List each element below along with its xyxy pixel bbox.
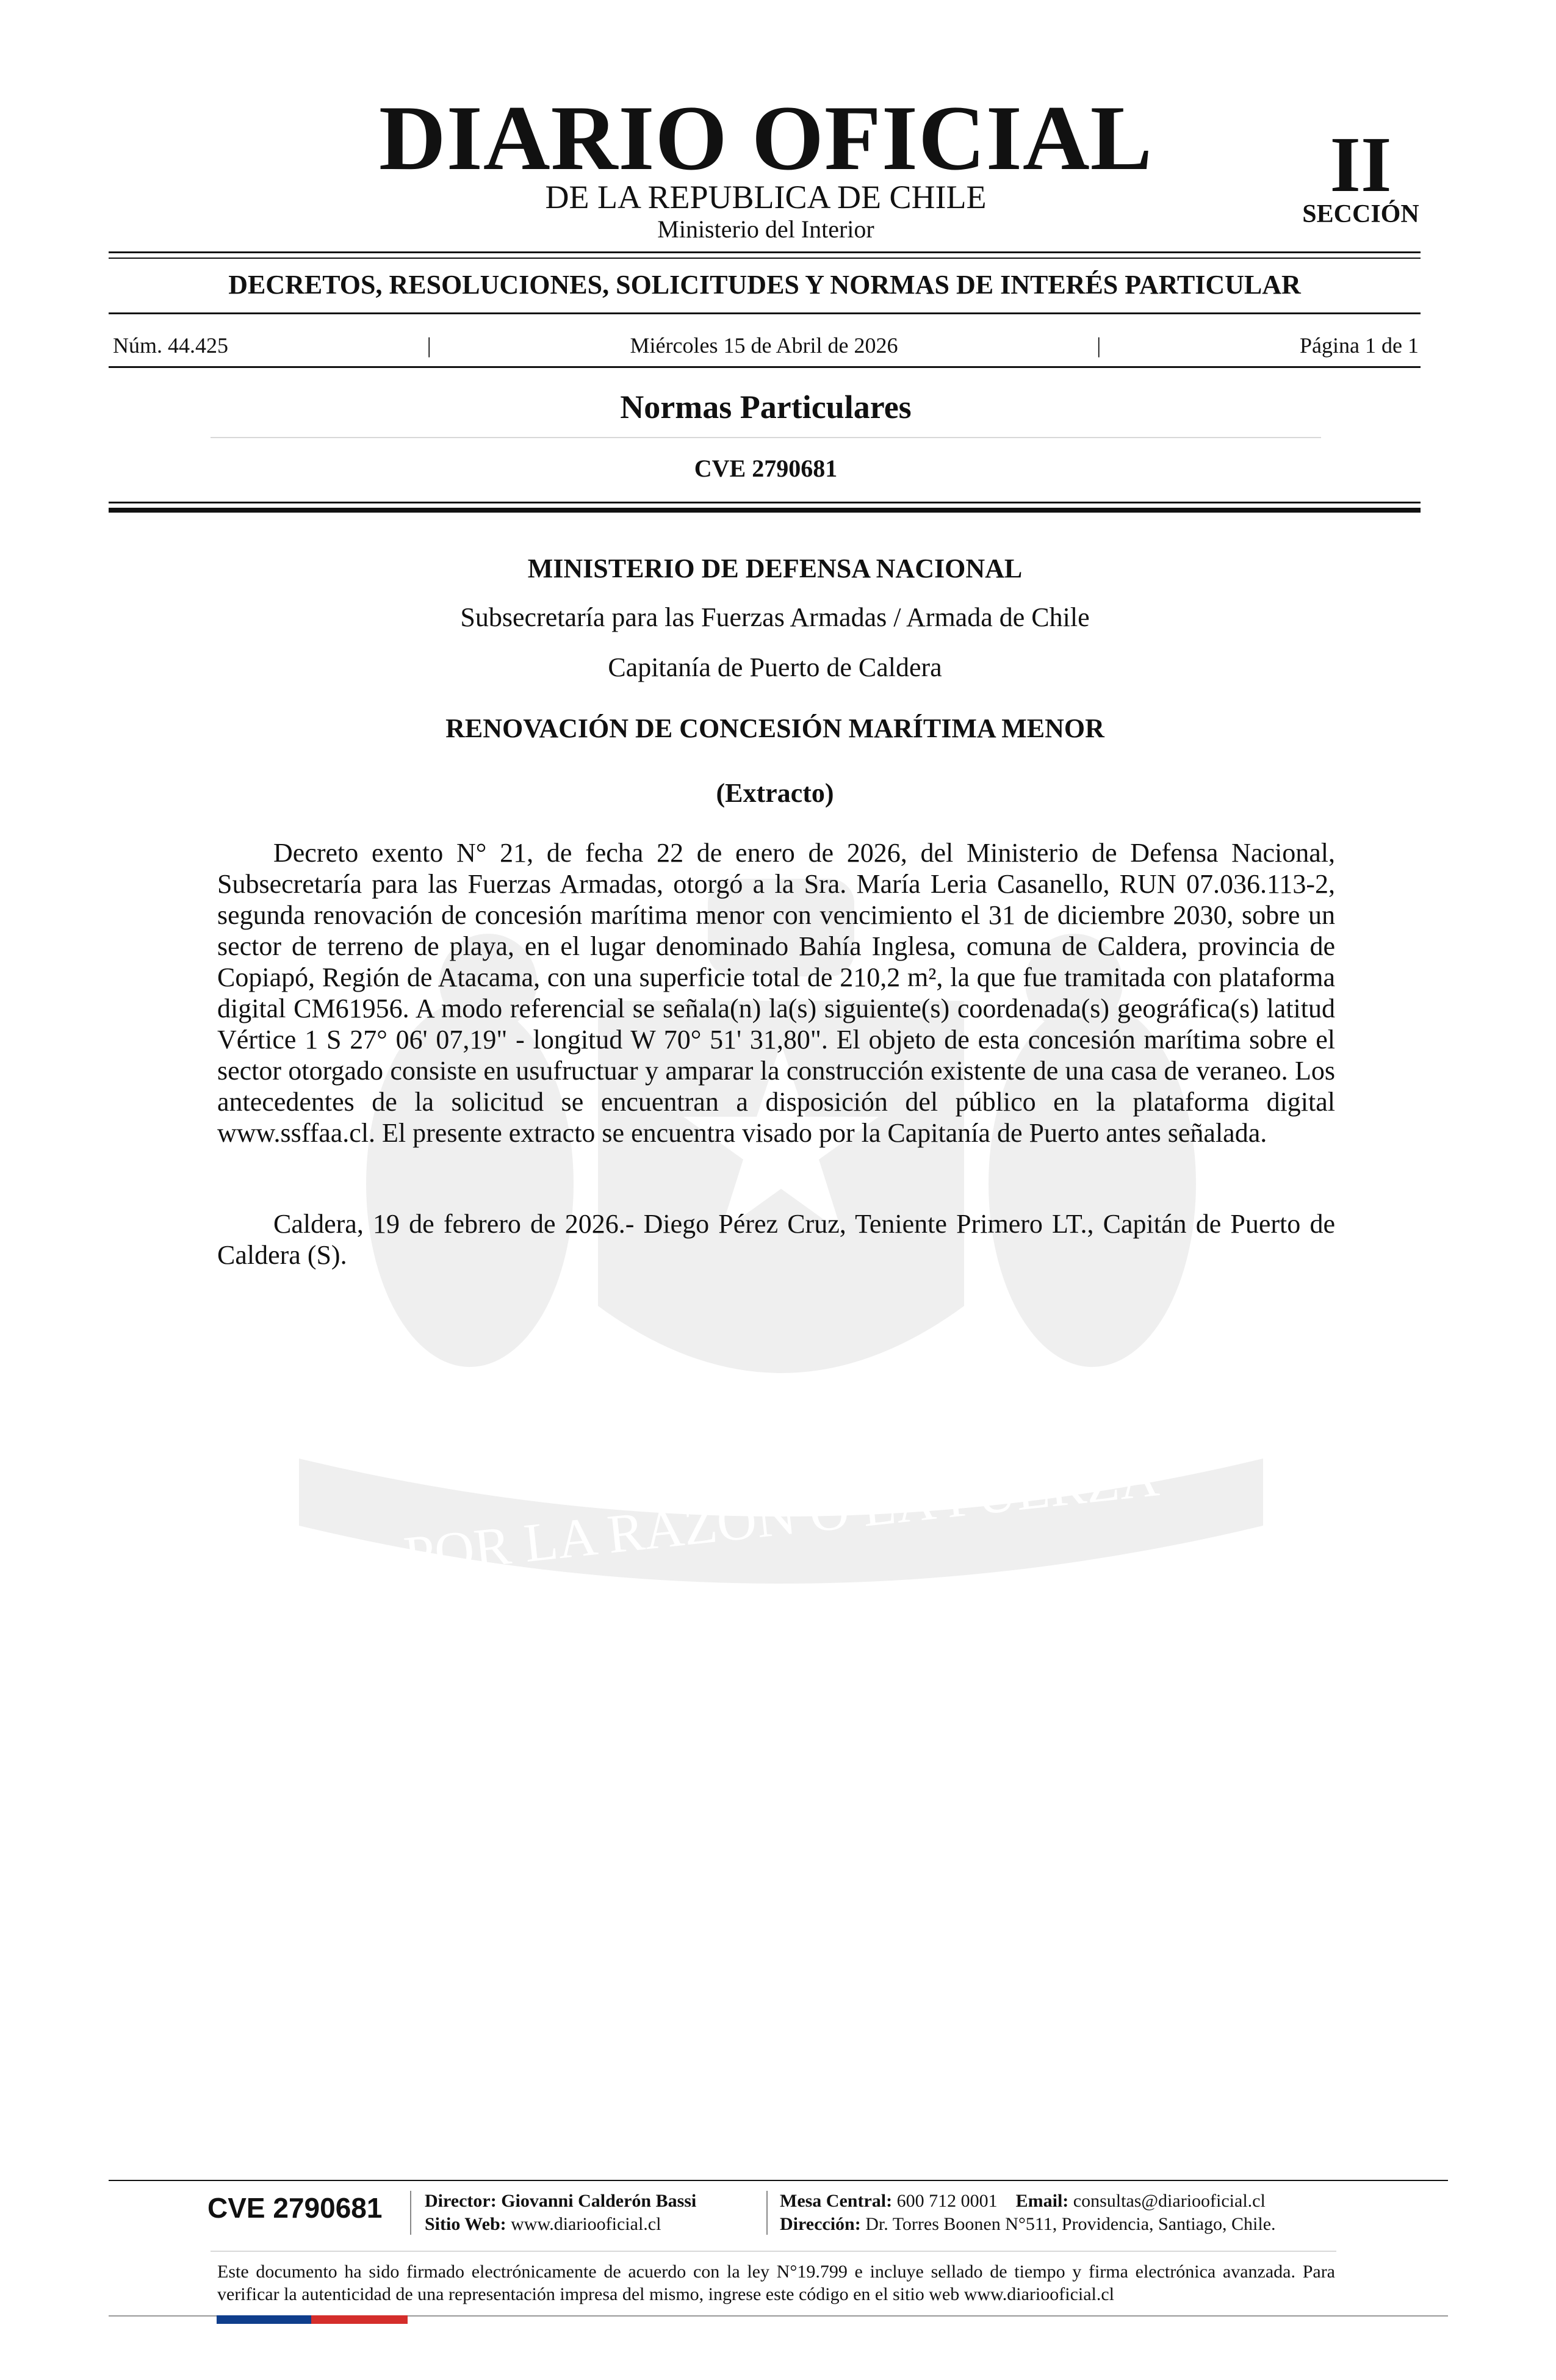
header-rule-top-2 xyxy=(109,258,1421,259)
issue-rule xyxy=(109,366,1421,368)
document-subtitle: (Extracto) xyxy=(716,778,834,808)
email-label: Email: xyxy=(1015,2191,1069,2211)
footer-legal-notice: Este documento ha sido firmado electrónicamente de acuerdo con la ley N°19.799 e incluye sellado de tiempo y firma electrónica avanzada. Para verificar la autenticidad de una representación impresa del mismo, ingrese este código en el sitio web www.diariooficial.cl xyxy=(217,2262,1335,2304)
issue-date: Miércoles 15 de Abril de 2026 xyxy=(630,333,898,358)
issue-separator: | xyxy=(1097,333,1101,358)
document-signature-paragraph: Caldera, 19 de febrero de 2026.- Diego Pérez Cruz, Teniente Primero LT., Capitán de Puerto de Caldera (S). xyxy=(217,1209,1335,1270)
director-label: Director: xyxy=(425,2191,497,2211)
document-paragraph: Decreto exento N° 21, de fecha 22 de enero de 2026, del Ministerio de Defensa Nacional, Subsecretaría para las Fuerzas Armadas, otorgó a la Sra. María Leria Casanello, RUN 07.036.113-2, segunda renovación de concesión marítima menor con vencimiento el 31 de diciembre 2030, sobre un sector de terreno de playa, en el lugar denominado Bahía Inglesa, comuna de Caldera, provincia de Copiapó, Región de Atacama, con una superficie total de 210,2 m², la que fue tramitada con plataforma digital CM61956. A modo referencial se señala(n) la(s) siguiente(s) coordenada(s) geográfica(s) latitud Vértice 1 S 27° 06' 07,19" - longitud W 70° 51' 31,80". El objeto de esta concesión marítima sobre el sector otorgado consiste en usufructuar y amparar la construcción existente de una casa de veraneo. Los antecedentes de la solicitud se encuentran a disposición del público en la plataforma digital www.ssffaa.cl. El presente extracto se encuentra visado por la Capitanía de Puerto antes señalada. xyxy=(217,838,1335,1148)
footer-contact-col xyxy=(780,2190,1276,2236)
document-subsecretaria: Subsecretaría para las Fuerzas Armadas / Armada de Chile xyxy=(460,602,1090,632)
issue-row xyxy=(113,334,1419,356)
web-link[interactable]: www.diariooficial.cl xyxy=(511,2214,661,2234)
document-ministry: MINISTERIO DE DEFENSA NACIONAL xyxy=(527,554,1023,583)
footer-rule-top xyxy=(109,2180,1448,2181)
mesa-value: 600 712 0001 xyxy=(896,2191,998,2211)
document-title: RENOVACIÓN DE CONCESIÓN MARÍTIMA MENOR xyxy=(445,713,1104,743)
category-title: Normas Particulares xyxy=(620,389,912,425)
address-label: Dirección: xyxy=(780,2214,861,2234)
header-rule-top xyxy=(109,251,1421,253)
section-label: SECCIÓN xyxy=(1302,200,1419,228)
director-name: Giovanni Calderón Bassi xyxy=(501,2191,697,2211)
issue-page: Página 1 de 1 xyxy=(1299,333,1419,358)
footer-separator xyxy=(766,2191,768,2235)
issue-number: Núm. 44.425 xyxy=(113,333,228,358)
masthead-subtitle: DE LA REPUBLICA DE CHILE xyxy=(545,179,987,215)
band-title: DECRETOS, RESOLUCIONES, SOLICITUDES Y NORMAS DE INTERÉS PARTICULAR xyxy=(228,270,1301,300)
footer-divider xyxy=(211,2251,1336,2252)
issue-separator: | xyxy=(427,333,431,358)
masthead-ministry: Ministerio del Interior xyxy=(657,215,874,243)
footer-director-col xyxy=(425,2190,696,2236)
watermark-motto: POR LA RAZON O LA FUERZA xyxy=(401,1447,1162,1587)
document-capitania: Capitanía de Puerto de Caldera xyxy=(608,652,942,682)
category-divider xyxy=(211,437,1321,438)
body-rule-thin xyxy=(109,502,1421,503)
flag-stripe-red xyxy=(311,2315,408,2324)
section-number: II xyxy=(1330,121,1392,209)
header-rule-mid xyxy=(109,312,1421,314)
body-rule-thick xyxy=(109,508,1421,513)
footer-separator xyxy=(410,2191,411,2235)
email-link[interactable]: consultas@diariooficial.cl xyxy=(1073,2191,1266,2211)
footer-cve-code: CVE 2790681 xyxy=(207,2192,383,2224)
address-value: Dr. Torres Boonen N°511, Providencia, Santiago, Chile. xyxy=(865,2214,1276,2234)
flag-stripe-blue xyxy=(217,2315,311,2324)
web-label: Sitio Web: xyxy=(425,2214,506,2234)
cve-code: CVE 2790681 xyxy=(694,455,838,482)
masthead-title: DIARIO OFICIAL xyxy=(378,87,1153,189)
mesa-label: Mesa Central: xyxy=(780,2191,893,2211)
